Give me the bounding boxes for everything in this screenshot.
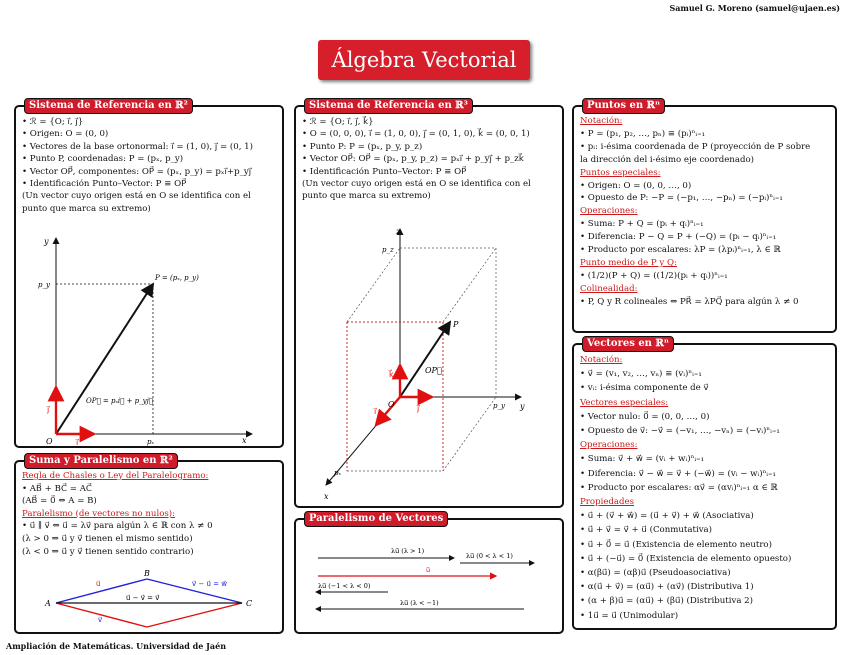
r3-line: (Un vector cuyo origen está en O se identifica con el xyxy=(302,179,531,190)
section-r2 xyxy=(14,100,284,448)
suma-c-label: C xyxy=(246,599,253,608)
rn-line: la dirección del i-ésimo eje coordenado) xyxy=(580,154,754,165)
r2-line: • ℛ = {O; i⃗, j⃗} xyxy=(22,117,84,127)
rn-line: • Producto por escalares: λP = (λpᵢ)ⁿᵢ₌₁, λ ∈ ℝ xyxy=(580,245,781,256)
section-rn-body xyxy=(580,115,831,309)
r2-j-label: j⃗ xyxy=(47,405,50,414)
section-rn xyxy=(572,100,837,333)
vn-line: • u⃗ + v⃗ = v⃗ + u⃗ (Conmutativa) xyxy=(580,525,713,536)
r2-line: • Vector OP⃗, componentes: OP⃗ = (pₓ, p_y) = pₓi⃗+p_yj⃗ xyxy=(22,166,252,177)
r2-line: • Vectores de la base ortonormal: i⃗ = (1, 0), j⃗ = (0, 1) xyxy=(22,141,254,152)
section-r3-title: Sistema de Referencia en ℝ³ xyxy=(304,98,473,114)
rn-line: • pᵢ: i-ésima coordenada de P (proyección de P sobre xyxy=(580,141,811,152)
rn-heading: Punto medio de P y Q: xyxy=(580,257,677,268)
vn-line: • α(u⃗ + v⃗) = (αu⃗) + (αv⃗) (Distributiva 1) xyxy=(580,582,754,593)
suma-diagram xyxy=(16,462,286,636)
page-title: Álgebra Vectorial xyxy=(318,40,530,80)
rn-heading: Operaciones: xyxy=(580,206,638,217)
r3-line: • ℛ = {O; i⃗, j⃗, k⃗} xyxy=(302,117,374,127)
r3-diagram xyxy=(296,107,566,510)
section-vn-body xyxy=(580,353,831,623)
section-r2-title: Sistema de Referencia en ℝ² xyxy=(24,98,193,114)
r2-x-label: x xyxy=(242,436,247,445)
r2-px-label: pₓ xyxy=(147,438,154,446)
section-vn-title: Vectores en ℝⁿ xyxy=(582,336,674,352)
footer-credit: Ampliación de Matemáticas. Universidad de Jaén xyxy=(6,641,227,651)
suma-line: • u⃗ ∥ v⃗ ⇔ u⃗ = λv⃗ para algún λ ∈ ℝ con λ ≠ 0 xyxy=(22,521,213,532)
par-label-2: λu⃗ (0 < λ < 1) xyxy=(466,552,513,560)
par-label-1: λu⃗ (λ > 1) xyxy=(391,547,425,555)
paralelismo-diagram xyxy=(296,520,566,636)
r2-py-label: p_y xyxy=(38,281,50,289)
vn-line: • 1u⃗ = u⃗ (Unimodular) xyxy=(580,610,679,621)
suma-heading: Paralelismo (de vectores no nulos): xyxy=(22,508,176,519)
rn-line: • P, Q y R colineales ⇔ PR⃗ = λPQ⃗ para algún λ ≠ 0 xyxy=(580,296,799,307)
rn-line: • Opuesto de P: −P = (−p₁, …, −pₙ) = (−pᵢ)ⁿᵢ₌₁ xyxy=(580,193,783,204)
vn-heading: Notación: xyxy=(580,355,623,365)
vn-line: • vᵢ: i-ésima componente de v⃗ xyxy=(580,383,709,394)
r2-line: • Identificación Punto–Vector: P ≡ OP⃗ xyxy=(22,179,187,190)
section-suma xyxy=(14,455,284,634)
vn-line: • Diferencia: v⃗ − w⃗ = v⃗ + (−w⃗) = (vᵢ − wᵢ)ⁿᵢ₌₁ xyxy=(580,468,777,479)
r3-line: • Punto P: P = (pₓ, p_y, p_z) xyxy=(302,141,423,152)
vn-line: • Producto por escalares: αv⃗ = (αvᵢ)ⁿᵢ₌₁ α ∈ ℝ xyxy=(580,482,778,493)
r2-vector-label: OP⃗ = pₓi⃗ + p_yj⃗ xyxy=(86,397,153,405)
r2-y-label: y xyxy=(44,237,49,246)
author-credit: Samuel G. Moreno (samuel@ujaen.es) xyxy=(669,3,840,13)
vn-line: • Opuesto de v⃗: −v⃗ = (−v₁, …, −vₙ) = (−vᵢ)ⁿᵢ₌₁ xyxy=(580,426,780,437)
r3-origin-label: O xyxy=(388,400,395,409)
r3-z-label: z xyxy=(396,227,401,236)
suma-u-label: u⃗ xyxy=(96,580,101,588)
par-label-5: λu⃗ (λ < −1) xyxy=(400,599,439,607)
vn-heading: Operaciones: xyxy=(580,440,638,451)
r3-x-label: x xyxy=(324,492,329,501)
r3-line: punto que marca su extremo) xyxy=(302,191,431,202)
suma-line: (λ < 0 ⇒ u⃗ y v⃗ tienen sentido contrario) xyxy=(22,546,194,557)
r3-y-label: y xyxy=(520,402,525,411)
r3-i-label: i⃗ xyxy=(374,407,377,416)
r2-point-label: P = (pₓ, p_y) xyxy=(155,274,199,282)
par-label-3: u⃗ xyxy=(426,566,431,574)
r3-py-label: p_y xyxy=(493,402,505,410)
vn-line: • α(βu⃗) = (αβ)u⃗ (Pseudoasociativa) xyxy=(580,568,731,579)
vn-line: • u⃗ + 0⃗ = u⃗ (Existencia de elemento neutro) xyxy=(580,539,772,550)
par-label-4: λu⃗ (−1 < λ < 0) xyxy=(318,582,371,590)
r3-j-label: j⃗ xyxy=(417,404,420,413)
section-r3 xyxy=(294,100,564,508)
suma-v-label: v⃗ xyxy=(98,616,103,624)
r2-origin-label: O xyxy=(46,437,53,446)
vn-line: • v⃗ = (v₁, v₂, …, vₙ) ≡ (vᵢ)ⁿᵢ₌₁ xyxy=(580,369,702,380)
r2-line: (Un vector cuyo origen está en O se identifica con el xyxy=(22,191,251,202)
r2-line: • Punto P, coordenadas: P = (pₓ, p_y) xyxy=(22,154,184,165)
section-suma-title: Suma y Paralelismo en ℝ² xyxy=(24,453,178,469)
suma-heading: Regla de Chasles o Ley del Paralelogramo: xyxy=(22,471,209,481)
r3-px-label: pₓ xyxy=(334,469,341,477)
rn-line: • (1/2)(P + Q) = ((1/2)(pᵢ + qᵢ))ⁿᵢ₌₁ xyxy=(580,270,728,281)
r3-vector-label: OP⃗ xyxy=(425,366,442,375)
r3-point-label: P xyxy=(453,320,459,329)
vn-heading: Propiedades xyxy=(580,497,635,508)
vn-line: • Suma: v⃗ + w⃗ = (vᵢ + wᵢ)ⁿᵢ₌₁ xyxy=(580,454,705,465)
suma-uv-label: u⃗ − v⃗ = v⃗ xyxy=(126,594,160,602)
suma-line: (λ > 0 ⇒ u⃗ y v⃗ tienen el mismo sentido) xyxy=(22,533,193,544)
r3-line: • O = (0, 0, 0), i⃗ = (1, 0, 0), j⃗ = (0, 1, 0), k⃗ = (0, 0, 1) xyxy=(302,129,530,140)
r2-line: • Origen: O = (0, 0) xyxy=(22,129,109,140)
suma-line: • AB⃗ + BC⃗ = AC⃗ xyxy=(22,483,92,494)
vn-line: • Vector nulo: 0⃗ = (0, 0, …, 0) xyxy=(580,411,710,422)
rn-line: • Suma: P + Q = (pᵢ + qᵢ)ⁿᵢ₌₁ xyxy=(580,219,704,230)
r2-diagram xyxy=(16,107,286,450)
r3-pz-label: p_z xyxy=(382,246,394,254)
suma-b-label: B xyxy=(144,569,150,578)
rn-line: • P = (p₁, p₂, …, pₙ) ≡ (pᵢ)ⁿᵢ₌₁ xyxy=(580,128,706,139)
rn-heading: Notación: xyxy=(580,116,623,126)
suma-diff-label: v⃗ − u⃗ = w⃗ xyxy=(192,580,227,588)
r3-line: • Identificación Punto–Vector: P ≡ OP⃗ xyxy=(302,166,467,177)
suma-a-label: A xyxy=(45,599,51,608)
rn-line: • Diferencia: P − Q = P + (−Q) = (pᵢ − qᵢ)ⁿᵢ₌₁ xyxy=(580,232,777,243)
r3-k-label: k⃗ xyxy=(389,370,394,379)
vn-line: • u⃗ + (v⃗ + w⃗) = (u⃗ + v⃗) + w⃗ (Asociativa) xyxy=(580,511,754,522)
r2-i-label: i⃗ xyxy=(76,438,79,447)
r3-line: • Vector OP⃗: OP⃗ = (pₓ, p_y, p_z) = pₓi⃗ + p_yj⃗ + p_zk⃗ xyxy=(302,154,524,165)
rn-heading: Colinealidad: xyxy=(580,283,638,294)
section-paralelismo xyxy=(294,513,564,634)
vn-heading: Vectores especiales: xyxy=(580,397,669,408)
suma-line: (AB⃗ = 0⃗ ⇔ A = B) xyxy=(22,496,97,507)
section-vn xyxy=(572,338,837,630)
r2-line: punto que marca su extremo) xyxy=(22,203,151,214)
vn-line: • u⃗ + (−u⃗) = 0⃗ (Existencia de elemento opuesto) xyxy=(580,553,792,564)
rn-line: • Origen: O = (0, 0, …, 0) xyxy=(580,180,692,191)
section-rn-title: Puntos en ℝⁿ xyxy=(582,98,665,114)
rn-heading: Puntos especiales: xyxy=(580,167,661,178)
section-paralelismo-title: Paralelismo de Vectores xyxy=(304,511,448,527)
vn-line: • (α + β)u⃗ = (αu⃗) + (βu⃗) (Distributiva 2) xyxy=(580,596,754,607)
